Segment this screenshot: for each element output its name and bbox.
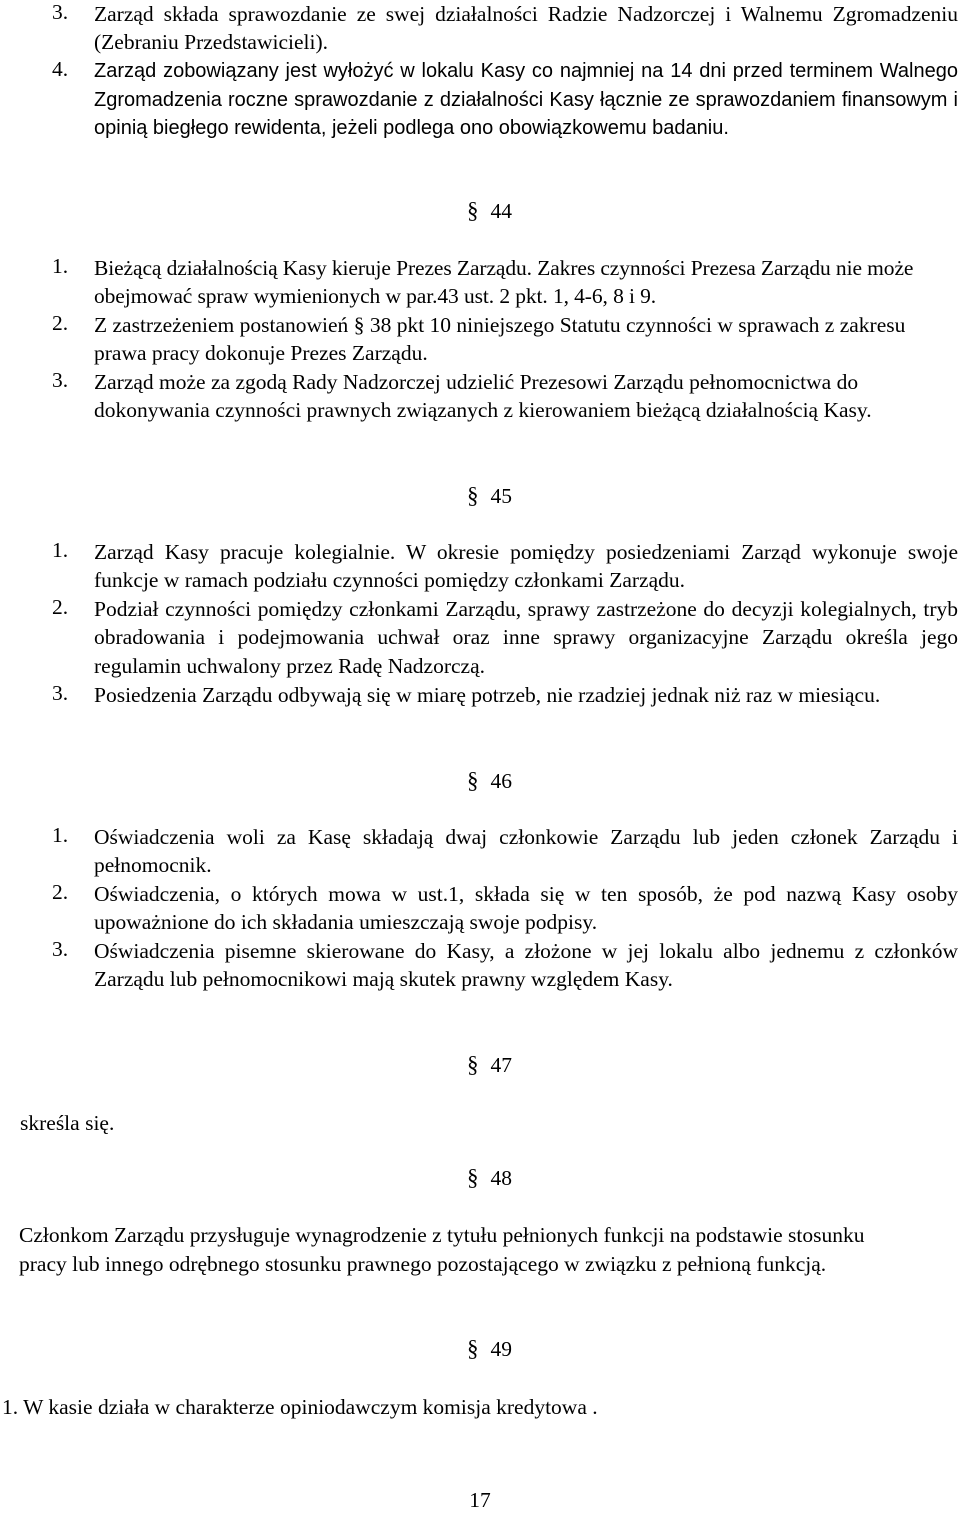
section-number: 49	[490, 1337, 512, 1361]
section-49-text: 1. W kasie działa w charakterze opiniodawczym komisja kredytowa .	[2, 1395, 598, 1419]
item-text: Z zastrzeżeniem postanowień § 38 pkt 10 niniejszego Statutu czynności w sprawach z zakresu prawa pracy dokonuje Prezes Zarządu.	[94, 313, 906, 366]
section-47-text: skreśla się.	[20, 1111, 115, 1135]
section-number: 44	[490, 199, 512, 223]
item-number: 1.	[52, 254, 69, 278]
section-sign: §	[467, 198, 479, 223]
item-text: Oświadczenia pisemne skierowane do Kasy, a złożone w jej lokalu albo jednemu z członków Zarządu lub pełnomocnikowi mają skutek prawny względem Kasy.	[94, 939, 958, 992]
item-number: 3.	[52, 368, 69, 392]
section-number: 46	[490, 769, 512, 793]
section-sign: §	[353, 313, 365, 337]
item-text: Podział czynności pomiędzy członkami Zarządu, sprawy zastrzeżone do decyzji kolegialnych, tryb obradowania i podejmowania uchwał oraz inne sprawy organizacyjne Zarządu określa jego regulamin uchwalony przez Radę Nadzorczą.	[94, 597, 958, 678]
section-heading-44	[467, 198, 512, 224]
item-number: 3.	[52, 681, 69, 705]
section-heading-47	[467, 1052, 512, 1078]
item-text: Zarząd zobowiązany jest wyłożyć w lokalu Kasy co najmniej na 14 dni przed terminem Walnego Zgromadzenia roczne sprawozdanie z działalności Kasy łącznie ze sprawozdaniem finansowym i opinią biegłego rewidenta, jeżeli podlega ono obowiązkowemu badaniu.	[94, 60, 958, 140]
item-number: 1.	[52, 538, 69, 562]
item-number: 3.	[52, 937, 69, 961]
item-text: Oświadczenia woli za Kasę składają dwaj członkowie Zarządu lub jeden członek Zarządu i pełnomocnik.	[94, 825, 958, 878]
section-48-text: Członkom Zarządu przysługuje wynagrodzenie z tytułu pełnionych funkcji na podstawie stosunku pracy lub innego odrębnego stosunku prawnego pozostającego w związku z pełnioną funkcją.	[19, 1223, 865, 1276]
section-sign: §	[467, 1165, 479, 1190]
item-number: 4.	[52, 57, 69, 81]
item-number: 2.	[52, 311, 69, 335]
section-number: 48	[490, 1166, 512, 1190]
item-text: Zarząd składa sprawozdanie ze swej działalności Radzie Nadzorczej i Walnemu Zgromadzeniu (Zebraniu Przedstawicieli).	[94, 2, 958, 55]
section-sign: §	[467, 1336, 479, 1361]
section-sign: §	[467, 768, 479, 793]
item-number: 1.	[52, 823, 69, 847]
section-heading-48	[467, 1165, 512, 1191]
item-text: Oświadczenia, o których mowa w ust.1, składa się w ten sposób, że pod nazwą Kasy osoby upoważnione do ich składania umieszczają swoje podpisy.	[94, 882, 958, 935]
item-text: Zarząd może za zgodą Rady Nadzorczej udzielić Prezesowi Zarządu pełnomocnictwa do dokonywania czynności prawnych związanych z kierowaniem bieżącą działalnością Kasy.	[94, 370, 872, 423]
section-heading-45	[467, 483, 512, 509]
item-number: 2.	[52, 595, 69, 619]
section-sign: §	[467, 1052, 479, 1077]
section-number: 47	[490, 1053, 512, 1077]
item-number: 3.	[52, 0, 69, 24]
item-text: Posiedzenia Zarządu odbywają się w miarę potrzeb, nie rzadziej jednak niż raz w miesiącu.	[94, 683, 881, 707]
section-heading-49	[467, 1336, 512, 1362]
section-heading-46	[467, 768, 512, 794]
page-number: 17	[469, 1488, 491, 1512]
item-text: Bieżącą działalnością Kasy kieruje Prezes Zarządu. Zakres czynności Prezesa Zarządu nie może obejmować spraw wymienionych w par.43 ust. 2 pkt. 1, 4-6, 8 i 9.	[94, 256, 914, 309]
section-sign: §	[467, 483, 479, 508]
item-text: Zarząd Kasy pracuje kolegialnie. W okresie pomiędzy posiedzeniami Zarząd wykonuje swoje funkcje w ramach podziału czynności pomiędzy członkami Zarządu.	[94, 540, 958, 593]
section-number: 45	[490, 484, 512, 508]
item-number: 2.	[52, 880, 69, 904]
